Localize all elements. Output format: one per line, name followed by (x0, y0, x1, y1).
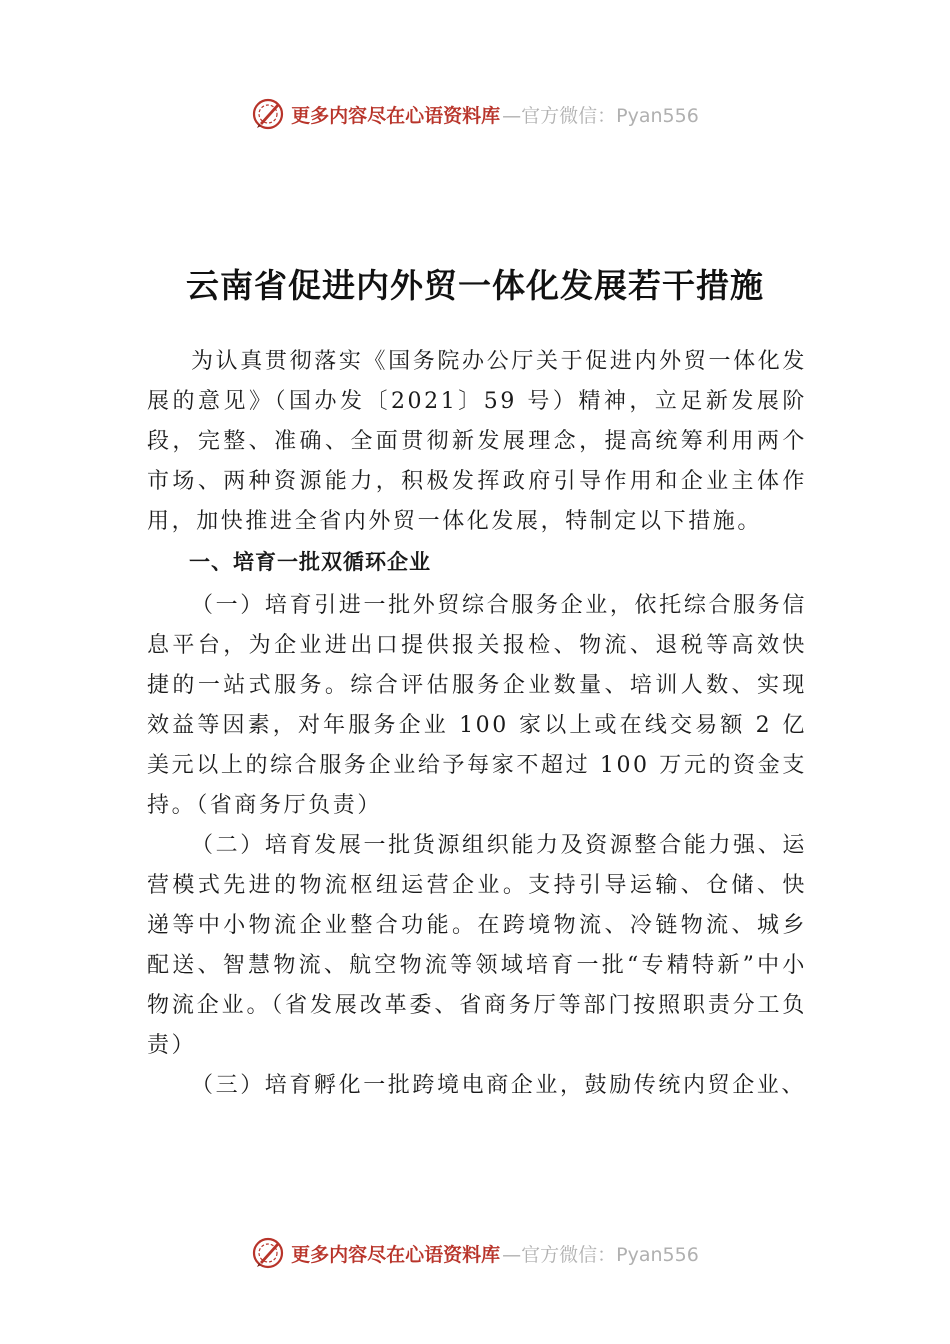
watermark-brand-text: 更多内容尽在心语资料库 (291, 104, 501, 127)
watermark-brand-text: 更多内容尽在心语资料库 (291, 1243, 501, 1266)
footer-watermark (0, 1233, 950, 1273)
header-watermark (0, 94, 950, 134)
measure-item-1: （一）培育引进一批外贸综合服务企业，依托综合服务信息平台，为企业进出口提供报关报检、物流、退税等高效快捷的一站式服务。综合评估服务企业数量、培训人数、实现效益等因素，对年服务企业 100 家以上或在线交易额 2 亿美元以上的综合服务企业给予每家不超过 100 万元的资金支持。（省商务厅负责） (147, 593, 807, 818)
intro-paragraph: 为认真贯彻落实《国务院办公厅关于促进内外贸一体化发展的意见》（国办发〔2021〕59 号）精神，立足新发展阶段，完整、准确、全面贯彻新发展理念，提高统筹利用两个市场、两种资源能力，积极发挥政府引导作用和企业主体作用，加快推进全省内外贸一体化发展，特制定以下措施。 (147, 349, 807, 534)
watermark-contact-text: —官方微信：Pyan556 (502, 104, 699, 127)
section-heading: 一、培育一批双循环企业 (189, 550, 431, 574)
pen-logo-icon (251, 1236, 285, 1270)
document-title: 云南省促进内外贸一体化发展若干措施 (186, 266, 764, 305)
measure-item-3: （三）培育孵化一批跨境电商企业，鼓励传统内贸企业、 (191, 1073, 807, 1098)
measure-item-2: （二）培育发展一批货源组织能力及资源整合能力强、运营模式先进的物流枢纽运营企业。支持引导运输、仓储、快递等中小物流企业整合功能。在跨境物流、冷链物流、城乡配送、智慧物流、航空物流等领域培育一批“专精特新”中小物流企业。（省发展改革委、省商务厅等部门按照职责分工负责） (147, 833, 807, 1058)
document-body (147, 342, 807, 1106)
watermark-contact-text: —官方微信：Pyan556 (502, 1243, 699, 1266)
pen-logo-icon (251, 97, 285, 131)
